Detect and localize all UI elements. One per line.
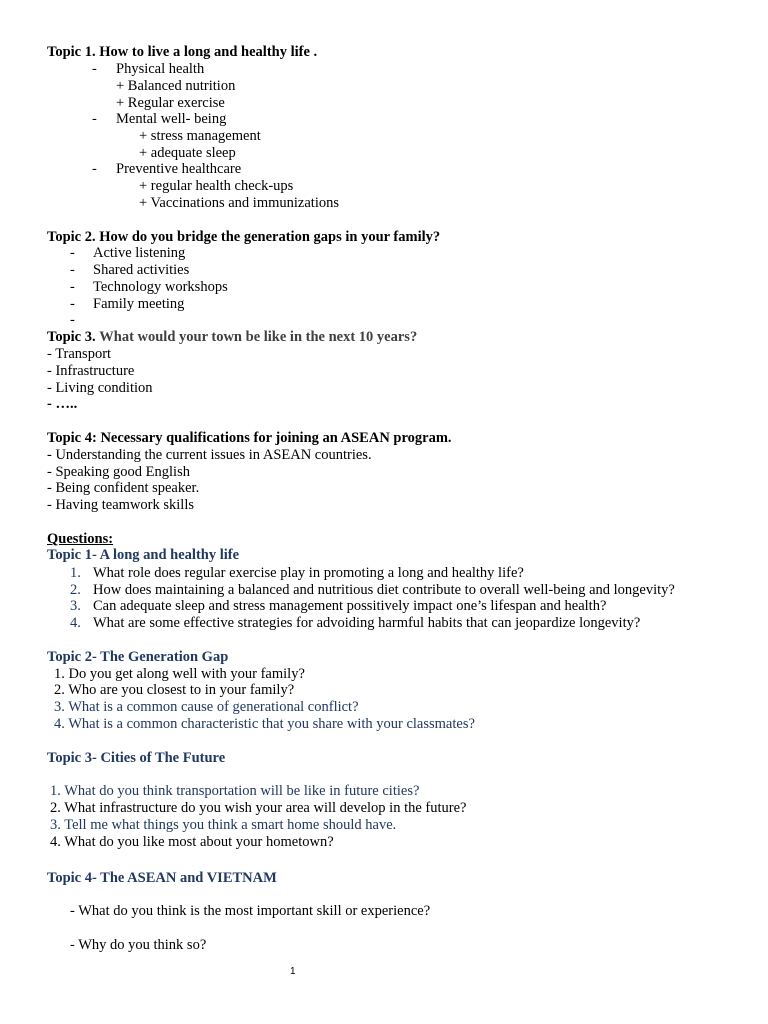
q2-question: 1. Do you get along well with your family? bbox=[54, 666, 305, 682]
topic3-title bbox=[47, 329, 417, 346]
topic3-item: - ….. bbox=[47, 396, 78, 412]
q3-question: 3. Tell me what things you think a smart home should have. bbox=[50, 817, 397, 833]
topic3-item: - Living condition bbox=[47, 380, 153, 396]
q3-title: Topic 3- Cities of The Future bbox=[47, 750, 226, 766]
topic1-subitem: + Regular exercise bbox=[116, 95, 225, 111]
topic1-item: Physical health bbox=[116, 61, 205, 77]
topic2-item: Shared activities bbox=[93, 262, 190, 278]
q1-question: Can adequate sleep and stress management possitively impact one’s lifespan and health? bbox=[93, 598, 607, 614]
questions-heading: Questions: bbox=[47, 531, 114, 547]
topic2-item: Family meeting bbox=[93, 296, 185, 312]
topic1-title: Topic 1. How to live a long and healthy life . bbox=[47, 44, 318, 60]
q4-question: - What do you think is the most important skill or experience? bbox=[70, 903, 431, 919]
q2-question: 3. What is a common cause of generational conflict? bbox=[54, 699, 359, 715]
topic1-item: Preventive healthcare bbox=[116, 161, 242, 177]
topic4-item: - Being confident speaker. bbox=[47, 480, 200, 496]
topic3-item: - Transport bbox=[47, 346, 112, 362]
topic3-label: Topic 3. bbox=[47, 329, 96, 345]
q2-question: 2. Who are you closest to in your family? bbox=[54, 682, 295, 698]
topic4-title: Topic 4: Necessary qualifications for joining an ASEAN program. bbox=[47, 430, 452, 446]
q1-question: What role does regular exercise play in promoting a long and healthy life? bbox=[93, 565, 524, 581]
topic2-dash: - bbox=[70, 245, 75, 261]
topic4-item: - Understanding the current issues in ASEAN countries. bbox=[47, 447, 372, 463]
topic1-subitem: + regular health check-ups bbox=[139, 178, 294, 194]
topic4-item: - Speaking good English bbox=[47, 464, 190, 480]
topic1-dash: - bbox=[92, 61, 97, 77]
q2-title: Topic 2- The Generation Gap bbox=[47, 649, 229, 665]
q3-question: 1. What do you think transportation will be like in future cities? bbox=[50, 783, 420, 799]
topic1-subitem: + adequate sleep bbox=[139, 145, 236, 161]
q4-question: - Why do you think so? bbox=[70, 937, 207, 953]
topic1-subitem: + Balanced nutrition bbox=[116, 78, 236, 94]
topic1-dash: - bbox=[92, 111, 97, 127]
topic2-dash: - bbox=[70, 312, 75, 328]
q1-question: What are some effective strategies for advoiding harmful habits that can jeopardize longevity? bbox=[93, 615, 641, 631]
topic2-title: Topic 2. How do you bridge the generation gaps in your family? bbox=[47, 229, 441, 245]
q1-number: 1. bbox=[70, 565, 81, 581]
q1-number: 4. bbox=[70, 615, 81, 631]
q3-question: 4. What do you like most about your hometown? bbox=[50, 834, 334, 850]
q1-title: Topic 1- A long and healthy life bbox=[47, 547, 240, 563]
q3-question: 2. What infrastructure do you wish your area will develop in the future? bbox=[50, 800, 467, 816]
page-number: 1 bbox=[290, 966, 296, 977]
q1-question: How does maintaining a balanced and nutritious diet contribute to overall well-being and longevity? bbox=[93, 582, 675, 598]
q1-number: 3. bbox=[70, 598, 81, 614]
topic2-item: Technology workshops bbox=[93, 279, 228, 295]
topic3-question: What would your town be like in the next 10 years? bbox=[99, 329, 418, 345]
topic1-dash: - bbox=[92, 161, 97, 177]
topic1-subitem: + stress management bbox=[139, 128, 261, 144]
topic1-subitem: + Vaccinations and immunizations bbox=[139, 195, 339, 211]
topic2-dash: - bbox=[70, 262, 75, 278]
topic4-item: - Having teamwork skills bbox=[47, 497, 194, 513]
q4-title: Topic 4- The ASEAN and VIETNAM bbox=[47, 870, 277, 886]
q2-question: 4. What is a common characteristic that you share with your classmates? bbox=[54, 716, 475, 732]
topic3-item: - Infrastructure bbox=[47, 363, 135, 379]
topic2-dash: - bbox=[70, 296, 75, 312]
topic2-item: Active listening bbox=[93, 245, 186, 261]
topic2-dash: - bbox=[70, 279, 75, 295]
topic1-item: Mental well- being bbox=[116, 111, 227, 127]
q1-number: 2. bbox=[70, 582, 81, 598]
